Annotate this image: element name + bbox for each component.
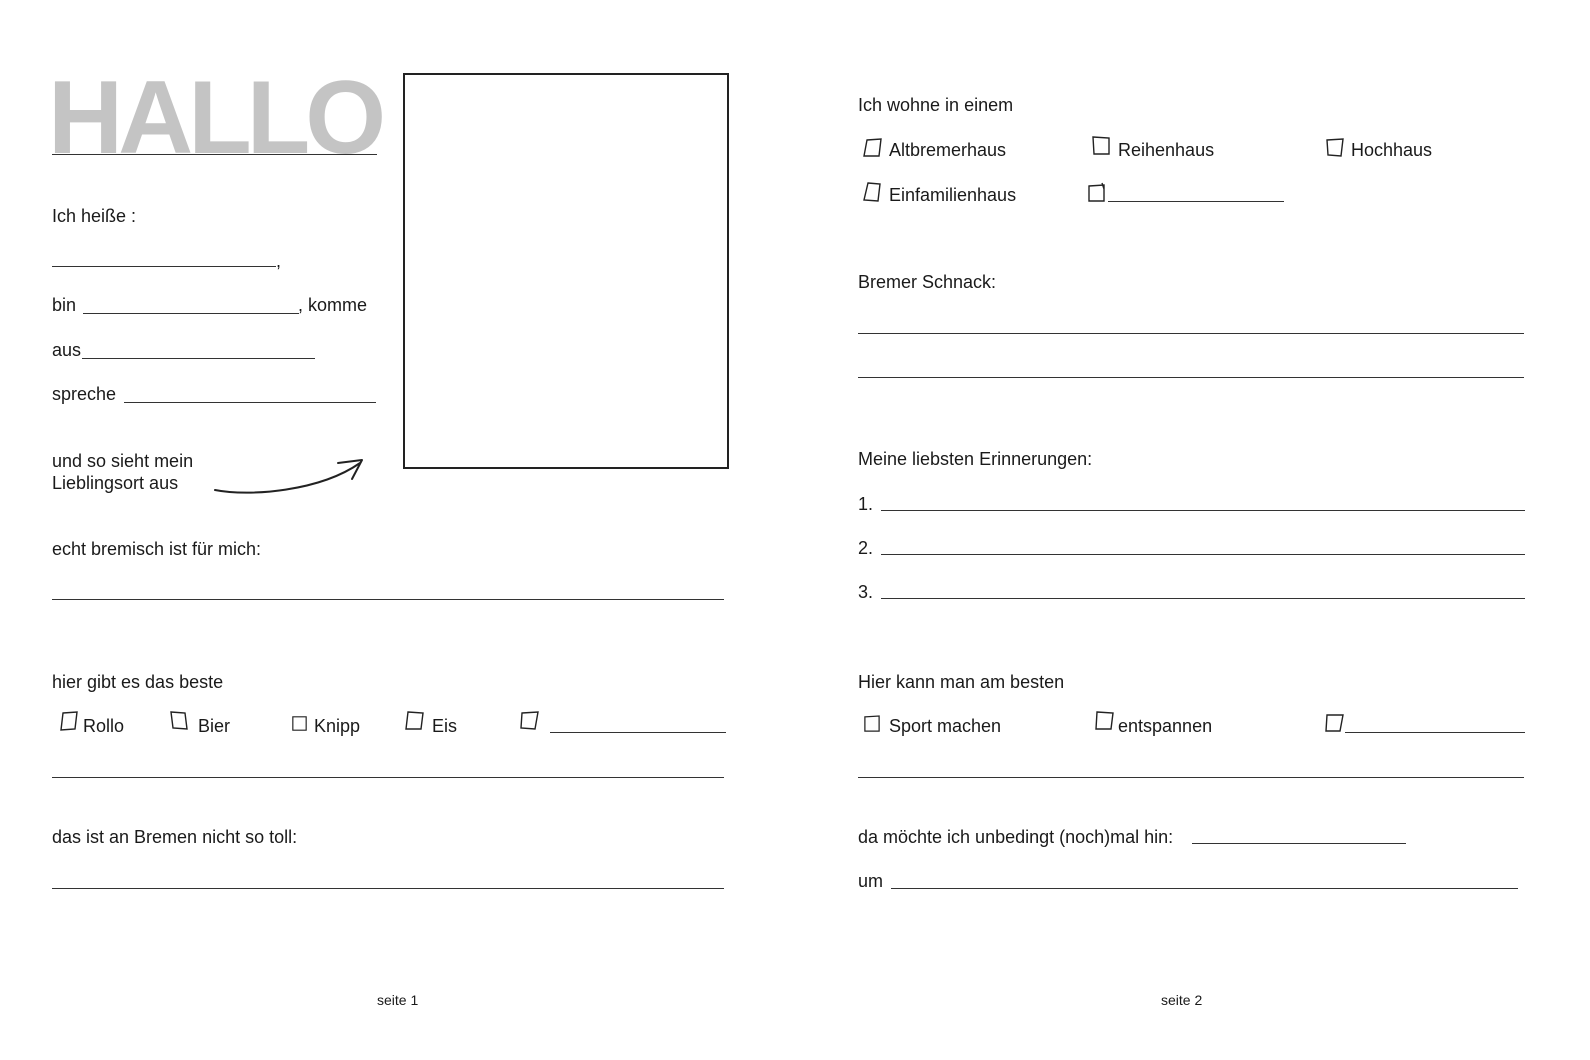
sport-label: Sport machen <box>889 716 1002 736</box>
name-label: Ich heiße : <box>52 206 137 226</box>
besten-extra-field[interactable] <box>858 777 1524 778</box>
erinnerung-field-2[interactable] <box>881 554 1525 555</box>
entspannen-checkbox[interactable] <box>1095 712 1113 730</box>
eis-label: Eis <box>432 716 458 736</box>
name-field[interactable] <box>52 266 276 267</box>
arrow-icon <box>210 455 370 500</box>
wohne-label: Ich wohne in einem <box>858 95 1014 115</box>
page-number: seite 1 <box>377 992 419 1008</box>
reihenhaus-label: Reihenhaus <box>1118 140 1215 160</box>
bier-label: Bier <box>198 716 231 736</box>
bin-label: bin <box>52 295 77 315</box>
photo-frame[interactable] <box>403 73 729 469</box>
hin-label: da möchte ich unbedingt (noch)mal hin: <box>858 827 1174 847</box>
schnack-label: Bremer Schnack: <box>858 272 997 292</box>
erinnerung-field-3[interactable] <box>881 598 1525 599</box>
erinnerungen-label: Meine liebsten Erinnerungen: <box>858 449 1093 469</box>
title-underline <box>52 154 377 155</box>
hochhaus-checkbox[interactable] <box>1325 139 1343 157</box>
lieblingsort-line-2: Lieblingsort aus <box>52 473 179 493</box>
bier-checkbox[interactable] <box>170 712 188 730</box>
eis-checkbox[interactable] <box>405 712 423 730</box>
erinnerung-field-1[interactable] <box>881 510 1525 511</box>
hochhaus-label: Hochhaus <box>1351 140 1433 160</box>
other-checkbox[interactable] <box>520 712 538 730</box>
beste-label: hier gibt es das beste <box>52 672 224 692</box>
beste-extra-field[interactable] <box>52 777 724 778</box>
altbremerhaus-checkbox[interactable] <box>863 139 881 157</box>
spreche-label: spreche <box>52 384 117 404</box>
lieblingsort-line-1: und so sieht mein <box>52 451 194 471</box>
page-2 <box>795 0 1590 1060</box>
einfamilienhaus-checkbox[interactable] <box>863 183 881 201</box>
erinnerung-number-2: 2. <box>858 538 874 558</box>
language-field[interactable] <box>124 402 376 403</box>
besten-label: Hier kann man am besten <box>858 672 1065 692</box>
sport-checkbox[interactable] <box>864 716 880 732</box>
wohne-other-field[interactable] <box>1108 201 1284 202</box>
besten-other-checkbox[interactable] <box>1325 714 1343 732</box>
beste-other-field[interactable] <box>550 732 726 733</box>
hin-field[interactable] <box>1192 843 1406 844</box>
name-comma: , <box>276 251 282 271</box>
komme-label: , komme <box>298 295 368 315</box>
page-number: seite 2 <box>1161 992 1203 1008</box>
schnack-field-2[interactable] <box>858 377 1524 378</box>
entspannen-label: entspannen <box>1118 716 1213 736</box>
nicht-toll-field[interactable] <box>52 888 724 889</box>
origin-field[interactable] <box>82 358 315 359</box>
erinnerung-number-1: 1. <box>858 494 874 514</box>
erinnerung-number-3: 3. <box>858 582 874 602</box>
um-label: um <box>858 871 884 891</box>
schnack-field-1[interactable] <box>858 333 1524 334</box>
aus-label: aus <box>52 340 82 360</box>
knipp-checkbox[interactable] <box>292 716 307 731</box>
bremisch-field[interactable] <box>52 599 724 600</box>
age-field[interactable] <box>83 313 299 314</box>
wohne-other-checkbox[interactable] <box>1088 184 1106 202</box>
bremisch-label: echt bremisch ist für mich: <box>52 539 262 559</box>
besten-other-field[interactable] <box>1345 732 1525 733</box>
page-title: HALLO <box>48 60 382 176</box>
rollo-label: Rollo <box>83 716 125 736</box>
um-field[interactable] <box>891 888 1518 889</box>
altbremerhaus-label: Altbremerhaus <box>889 140 1007 160</box>
einfamilienhaus-label: Einfamilienhaus <box>889 185 1017 205</box>
nicht-toll-label: das ist an Bremen nicht so toll: <box>52 827 298 847</box>
reihenhaus-checkbox[interactable] <box>1092 137 1110 155</box>
knipp-label: Knipp <box>314 716 361 736</box>
rollo-checkbox[interactable] <box>60 712 78 730</box>
